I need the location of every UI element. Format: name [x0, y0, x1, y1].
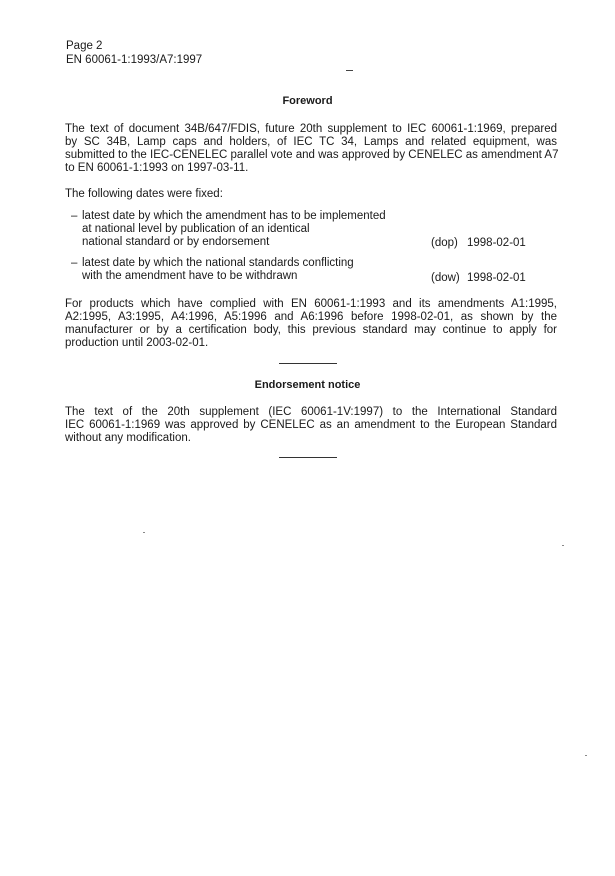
- foreword-intro-paragraph: [65, 123, 557, 175]
- paragraph-line: production until 2003-02-01.: [65, 337, 209, 349]
- foreword-heading: Foreword: [282, 95, 333, 107]
- list-dash: –: [71, 257, 78, 269]
- dow-code: (dow): [431, 272, 460, 284]
- dop-code: (dop): [431, 237, 458, 249]
- list-item-line: at national level by publication of an identical: [82, 223, 310, 235]
- paragraph-line: IEC 60061-1:1969 was approved by CENELEC as an amendment to the European Standard: [65, 419, 557, 431]
- scan-speck: [143, 532, 145, 533]
- paragraph-line: manufacturer or by a certification body, this previous standard may continue to apply for: [65, 324, 557, 336]
- dop-date: 1998-02-01: [467, 237, 526, 249]
- dates-intro: [65, 188, 557, 201]
- scan-mark: [346, 70, 353, 71]
- paragraph-line: The following dates were fixed:: [65, 188, 223, 200]
- list-item-line: national standard or by endorsement: [82, 236, 270, 248]
- list-item-line: – latest date by which the amendment has to be implemented: [71, 210, 386, 222]
- end-divider: [279, 457, 337, 458]
- scan-speck: [585, 755, 587, 756]
- paragraph-line: by SC 34B, Lamp caps and holders, of IEC TC 34, Lamps and related equipment, was: [65, 136, 557, 148]
- paragraph-line: For products which have complied with EN 60061-1:1993 and its amendments A1:1995,: [65, 298, 557, 310]
- page-header: [66, 39, 202, 67]
- paragraph-line: without any modification.: [65, 432, 191, 444]
- list-item-line: – latest date by which the national standards conflicting: [71, 257, 354, 269]
- endorsement-paragraph: [65, 406, 557, 445]
- products-paragraph: [65, 298, 557, 350]
- paragraph-line: The text of document 34B/647/FDIS, future 20th supplement to IEC 60061-1:1969, prepared: [65, 123, 557, 135]
- paragraph-line: The text of the 20th supplement (IEC 60061-1V:1997) to the International Standard: [65, 406, 557, 418]
- paragraph-line: to EN 60061-1:1993 on 1997-03-11.: [65, 162, 249, 174]
- section-divider: [279, 363, 337, 364]
- document-reference: EN 60061-1:1993/A7:1997: [66, 54, 203, 66]
- list-item-line: with the amendment have to be withdrawn: [82, 270, 298, 282]
- endorsement-heading: Endorsement notice: [254, 379, 361, 391]
- list-dash: –: [71, 210, 78, 222]
- paragraph-line: submitted to the IEC-CENELEC parallel vote and was approved by CENELEC as amendment A7: [65, 149, 559, 161]
- dow-date: 1998-02-01: [467, 272, 526, 284]
- paragraph-line: A2:1995, A3:1995, A4:1996, A5:1996 and A6:1996 before 1998-02-01, as shown by the: [65, 311, 557, 323]
- scan-speck: [562, 545, 564, 546]
- page-number: Page 2: [66, 40, 103, 52]
